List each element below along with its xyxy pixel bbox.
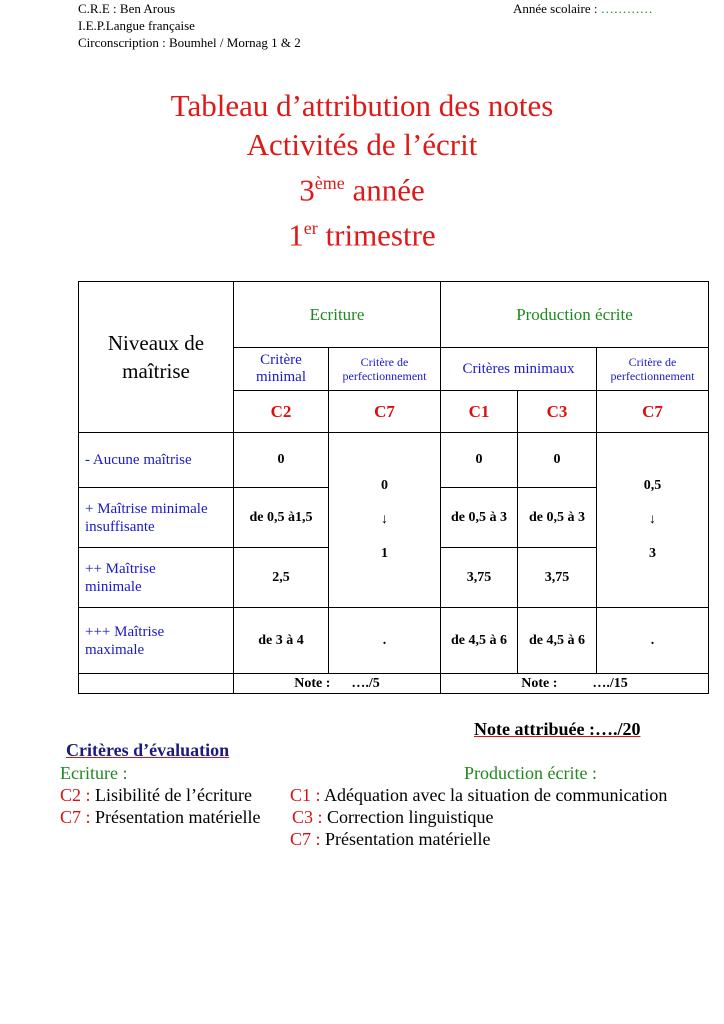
grade-number: 3: [299, 172, 315, 208]
code-c3: C3: [518, 391, 597, 433]
production-header: Production écrite: [441, 282, 709, 348]
range-to: 1: [381, 546, 388, 561]
critere-perf-header-ecriture: Critère de perfectionnement: [329, 348, 441, 391]
criteria-ecriture-label: Ecriture :: [60, 763, 128, 783]
criterion-c2: [60, 784, 252, 806]
c3-value: de 0,5 à 3: [518, 488, 597, 548]
c1-value: de 0,5 à 3: [441, 488, 518, 548]
c7-production-value: .: [597, 608, 709, 674]
note-attribuee: Note attribuée :…./20: [474, 719, 641, 739]
criterion-c3: [292, 806, 494, 828]
criterion-code: C3 :: [292, 807, 323, 827]
page-title: [0, 86, 724, 255]
grade-sup: ème: [314, 173, 345, 193]
criterion-code: C1 :: [290, 785, 321, 805]
range-to: 3: [649, 546, 656, 561]
iep-line: I.E.P.Langue française: [78, 18, 195, 33]
note-row: [79, 674, 709, 694]
code-c1: C1: [441, 391, 518, 433]
title-line-4: [0, 209, 724, 254]
code-c2: C2: [234, 391, 329, 433]
criterion-c7-production: [290, 828, 490, 850]
code-c7-ecriture: C7: [329, 391, 441, 433]
criterion-text: Adéquation avec la situation de communication: [320, 785, 668, 805]
c1-value: de 4,5 à 6: [441, 608, 518, 674]
levels-header: Niveaux de maîtrise: [79, 282, 234, 433]
criteria-production-label: Production écrite :: [464, 763, 597, 783]
ecriture-header: Ecriture: [234, 282, 441, 348]
note-production: Note : …./15: [441, 674, 709, 694]
criterion-text: Présentation matérielle: [320, 829, 491, 849]
c2-value: 2,5: [234, 548, 329, 608]
critere-minimal-header: Critère minimal: [234, 348, 329, 391]
term-sup: er: [303, 218, 318, 239]
empty-cell: [79, 674, 234, 694]
c2-value: de 0,5 à1,5: [234, 488, 329, 548]
c3-value: 3,75: [518, 548, 597, 608]
header-left: [78, 0, 301, 51]
c2-value: 0: [234, 433, 329, 488]
c7-ecriture-range: [329, 433, 441, 608]
table-row: [79, 433, 709, 488]
criterion-text: Présentation matérielle: [90, 807, 261, 827]
c1-value: 3,75: [441, 548, 518, 608]
down-arrow-icon: ↓: [649, 512, 656, 527]
criterion-text: Correction linguistique: [322, 807, 494, 827]
c3-value: de 4,5 à 6: [518, 608, 597, 674]
c7-production-range: [597, 433, 709, 608]
circonscription-line: Circonscription : Boumhel / Mornag 1 & 2: [78, 35, 301, 50]
criterion-code: C7 :: [60, 807, 91, 827]
range-from: 0,5: [643, 478, 662, 493]
note-ecriture: Note : …./5: [234, 674, 441, 694]
down-arrow-icon: ↓: [381, 512, 388, 527]
criterion-code: C7 :: [290, 829, 321, 849]
c1-value: 0: [441, 433, 518, 488]
school-year: [513, 0, 653, 17]
critere-perf-header-production: Critère de perfectionnement: [597, 348, 709, 391]
criteres-minimaux-header: Critères minimaux: [441, 348, 597, 391]
level-label: +++ Maîtrise maximale: [79, 608, 234, 674]
level-label: + Maîtrise minimale insuffisante: [79, 488, 234, 548]
criterion-c7-ecriture: [60, 806, 260, 828]
code-c7-production: C7: [597, 391, 709, 433]
criterion-text: Lisibilité de l’écriture: [90, 785, 252, 805]
grading-table: [78, 281, 709, 694]
level-label: - Aucune maîtrise: [79, 433, 234, 488]
criterion-c1: [290, 784, 667, 806]
level-label: ++ Maîtrise minimale: [79, 548, 234, 608]
c3-value: 0: [518, 433, 597, 488]
c7-ecriture-value: .: [329, 608, 441, 674]
title-line-3: [0, 164, 724, 209]
criterion-code: C2 :: [60, 785, 91, 805]
table-row: [79, 608, 709, 674]
school-year-label: Année scolaire :: [513, 1, 598, 16]
cre-line: C.R.E : Ben Arous: [78, 1, 176, 16]
grade-text: année: [344, 172, 425, 208]
c2-value: de 3 à 4: [234, 608, 329, 674]
title-line-2: Activités de l’écrit: [246, 127, 478, 162]
range-from: 0: [381, 478, 388, 493]
criteria-title: Critères d’évaluation: [66, 740, 230, 760]
title-line-1: Tableau d’attribution des notes: [170, 88, 554, 123]
school-year-value: …………: [600, 1, 653, 16]
term-number: 1: [288, 217, 304, 253]
term-text: trimestre: [317, 217, 436, 253]
